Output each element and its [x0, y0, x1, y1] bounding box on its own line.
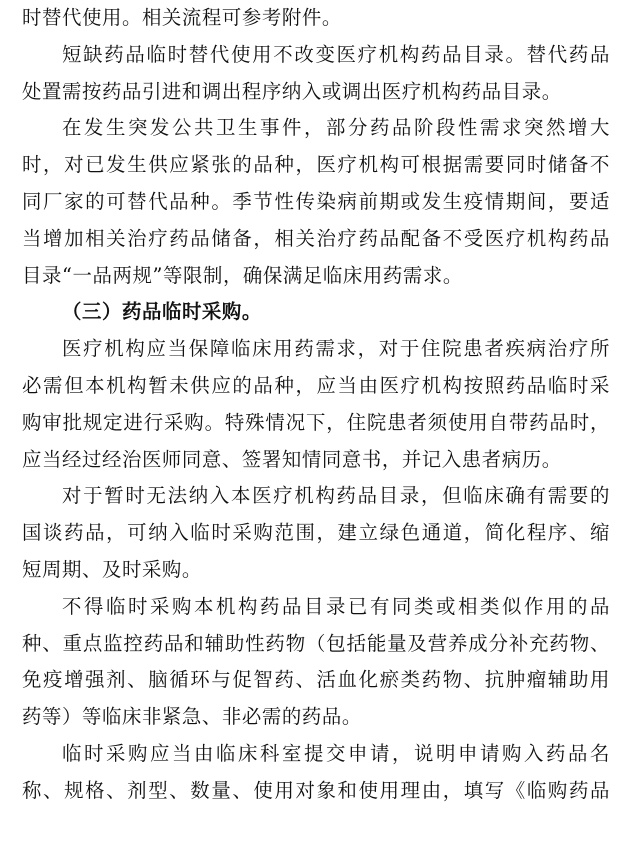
text-line: 目录“一品两规”等限制，确保满足临床用药需求。 [22, 263, 463, 287]
text-line: 国谈药品，可纳入临时采购范围，建立绿色通道，简化程序、缩 [22, 521, 610, 545]
text-line: 同厂家的可替代品种。季节性传染病前期或发生疫情期间，要适 [22, 189, 610, 213]
text-line: 药等）等临床非紧急、非必需的药品。 [22, 705, 362, 729]
text-line: 医疗机构应当保障临床用药需求，对于住院患者疾病治疗所 [62, 337, 610, 361]
text-line: 当增加相关治疗药品储备，相关治疗药品配备不受医疗机构药品 [22, 226, 610, 250]
text-line: 时替代使用。相关流程可参考附件。 [22, 6, 342, 29]
text-line: 称、规格、剂型、数量、使用对象和使用理由，填写《临购药品 [22, 778, 610, 802]
text-line: 处置需按药品引进和调出程序纳入或调出医疗机构药品目录。 [22, 79, 562, 103]
text-line: 短缺药品临时替代使用不改变医疗机构药品目录。替代药品 [62, 42, 610, 66]
text-line: 不得临时采购本机构药品目录已有同类或相类似作用的品 [62, 594, 610, 618]
text-line: 时，对已发生供应紧张的品种，医疗机构可根据需要同时储备不 [22, 153, 610, 177]
text-line: 临时采购应当由临床科室提交申请，说明申请购入药品名 [62, 741, 610, 765]
text-line: 必需但本机构暂未供应的品种，应当由医疗机构按照药品临时采 [22, 373, 610, 397]
section-heading: （三）药品临时采购。 [62, 300, 262, 324]
text-line: 种、重点监控药品和辅助性药物（包括能量及营养成分补充药物、 [22, 631, 610, 655]
text-line: 对于暂时无法纳入本医疗机构药品目录，但临床确有需要的 [62, 484, 610, 508]
document-page [22, 0, 610, 847]
text-line: 短周期、及时采购。 [22, 557, 202, 581]
text-line: 应当经过经治医师同意、签署知情同意书，并记入患者病历。 [22, 447, 562, 471]
text-line: 购审批规定进行采购。特殊情况下，住院患者须使用自带药品时， [22, 410, 610, 434]
text-line: 在发生突发公共卫生事件，部分药品阶段性需求突然增大 [62, 116, 610, 140]
text-line: 免疫增强剂、脑循环与促智药、活血化瘀类药物、抗肿瘤辅助用 [22, 668, 610, 692]
